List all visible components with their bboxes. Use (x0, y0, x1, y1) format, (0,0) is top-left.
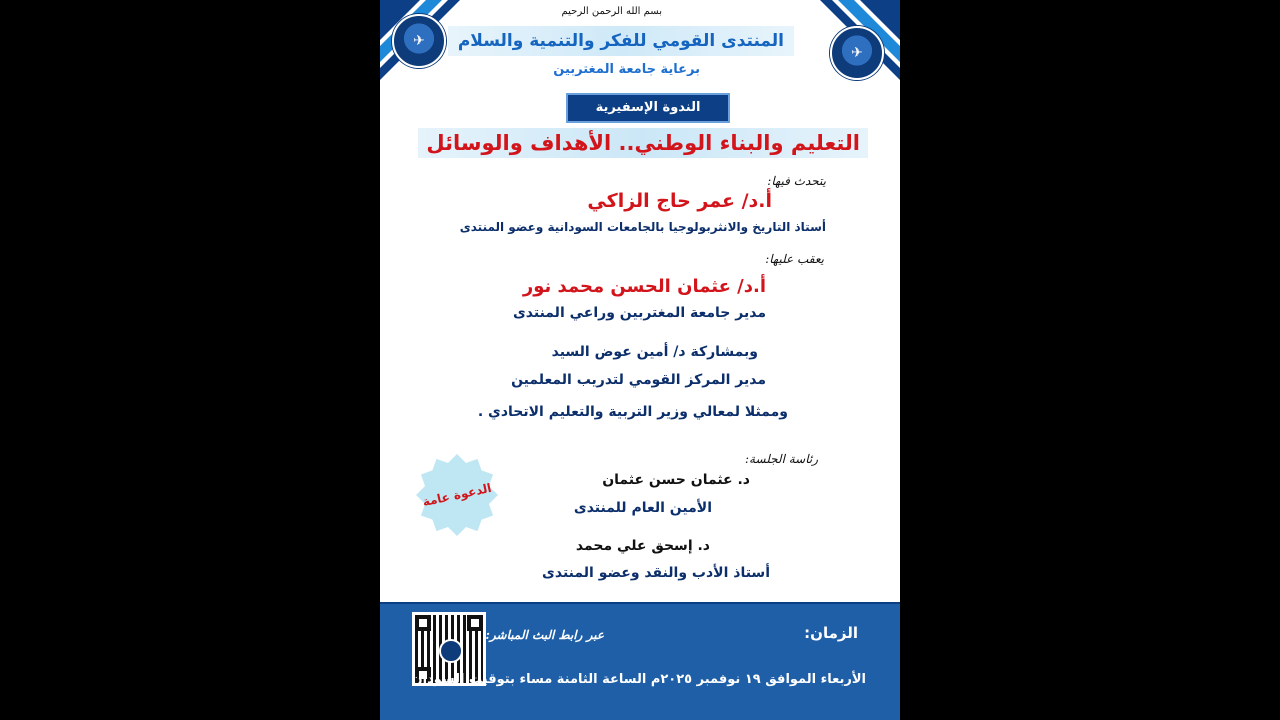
chair-label: رئاسة الجلسة: (745, 452, 818, 466)
time-label: الزمان: (804, 624, 858, 642)
seminar-badge: الندوة الإسفيرية (566, 93, 730, 123)
event-datetime: الأربعاء الموافق ١٩ نوفمبر ٢٠٢٥م الساعة الثامنة مساء بتوقيت السودان (411, 672, 866, 687)
chair1-title: الأمين العام للمنتدى (573, 500, 712, 516)
participant-line: وبمشاركة د/ أمين عوض السيد (551, 344, 758, 360)
participant-role: مدير المركز القومي لتدريب المعلمين (511, 372, 766, 388)
chair2-name: د. إسحق علي محمد (575, 538, 710, 554)
commenter-name: أ.د/ عثمان الحسن محمد نور (522, 276, 766, 297)
sponsor-line: برعاية جامعة المغتربين (553, 62, 700, 77)
commenter-title: مدير جامعة المغتربين وراعي المنتدى (512, 305, 766, 321)
speaker-title: أستاذ التاريخ والانثربولوجيا بالجامعات السودانية وعضو المنتدى (459, 220, 826, 234)
invitation-text: الدعوة عامة (421, 480, 493, 510)
university-logo-icon: ✈ (830, 26, 884, 80)
participant-representation: وممثلا لمعالي وزير التربية والتعليم الاتحادي . (477, 404, 788, 420)
chair1-name: د. عثمان حسن عثمان (602, 472, 750, 488)
basmala: بسم الله الرحمن الرحيم (561, 6, 662, 17)
speaker-name: أ.د/ عمر حاج الزاكي (587, 190, 772, 212)
live-stream-label: عبر رابط البث المباشر: (485, 628, 604, 642)
speaker-label: يتحدث فيها: (767, 174, 826, 188)
forum-title: المنتدى القومي للفكر والتنمية والسلام (448, 26, 794, 56)
commenter-label: يعقب عليها: (765, 252, 824, 266)
seminar-title: التعليم والبناء الوطني.. الأهداف والوسائل (418, 128, 868, 158)
university-logo-icon: ✈ (392, 14, 446, 68)
chair2-title: أستاذ الأدب والنقد وعضو المنتدى (542, 565, 770, 581)
event-poster (380, 0, 900, 720)
footer-panel (380, 602, 900, 720)
